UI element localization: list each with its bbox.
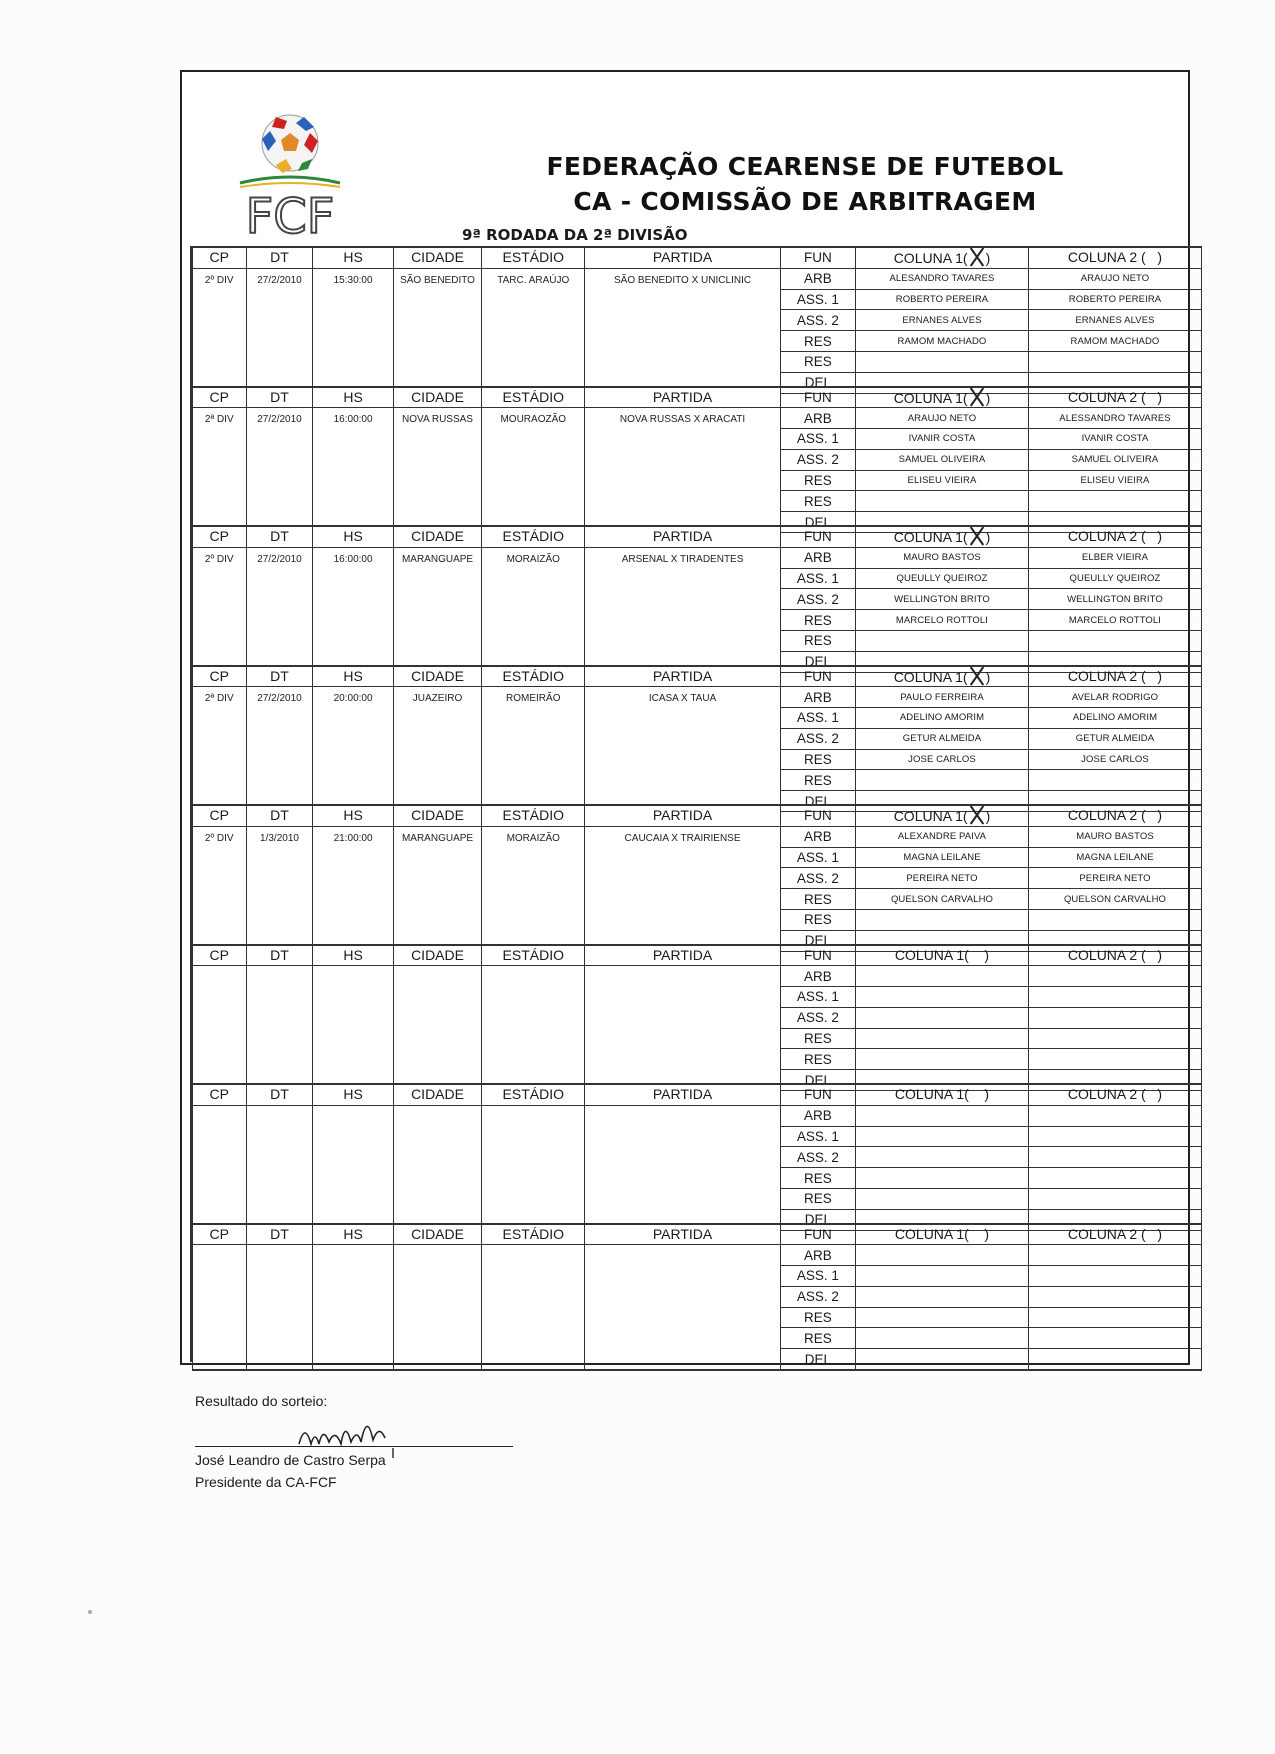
role-label: DEL bbox=[780, 1209, 855, 1230]
column-2-referee bbox=[1028, 1126, 1201, 1147]
column-2-referee: MAGNA LEILANE bbox=[1028, 847, 1201, 868]
column-1-header bbox=[856, 945, 1029, 966]
column-1-referee bbox=[856, 630, 1029, 651]
match-dt: 1/3/2010 bbox=[246, 826, 313, 951]
match-block bbox=[192, 1223, 1202, 1367]
role-label: RES bbox=[780, 470, 855, 491]
match-cp: 2º DIV bbox=[193, 547, 247, 672]
role-label: RES bbox=[780, 770, 855, 791]
role-label: ASS. 2 bbox=[780, 310, 855, 331]
column-1-referee: IVANIR COSTA bbox=[856, 429, 1029, 450]
column-1-paren: ) bbox=[985, 668, 991, 685]
column-2-referee bbox=[1028, 909, 1201, 930]
signature bbox=[295, 1408, 415, 1458]
header-dt: DT bbox=[246, 666, 313, 687]
match-hs: 15:30:00 bbox=[313, 268, 393, 393]
header-fun: FUN bbox=[780, 805, 855, 826]
match-partida bbox=[585, 1105, 781, 1230]
header-partida: PARTIDA bbox=[585, 387, 781, 408]
role-label: ASS. 2 bbox=[780, 728, 855, 749]
role-label: RES bbox=[780, 630, 855, 651]
column-1-paren: ) bbox=[968, 1086, 990, 1103]
column-2-referee: AVELAR RODRIGO bbox=[1028, 687, 1201, 708]
header-cp: CP bbox=[193, 247, 247, 268]
match-hs: 20:00:00 bbox=[313, 687, 393, 812]
role-label: RES bbox=[780, 1328, 855, 1349]
header-cidade: CIDADE bbox=[393, 247, 482, 268]
column-1-referee: WELLINGTON BRITO bbox=[856, 589, 1029, 610]
title-federation: FEDERAÇÃO CEARENSE DE FUTEBOL bbox=[546, 152, 1064, 181]
column-1-referee: PEREIRA NETO bbox=[856, 868, 1029, 889]
role-label: ASS. 1 bbox=[780, 1126, 855, 1147]
column-1-header bbox=[856, 1224, 1029, 1245]
header-hs: HS bbox=[313, 526, 393, 547]
column-1-referee: ALEXANDRE PAIVA bbox=[856, 826, 1029, 847]
column-1-referee bbox=[856, 1105, 1029, 1126]
column-2-referee: PEREIRA NETO bbox=[1028, 868, 1201, 889]
role-label: RES bbox=[780, 1028, 855, 1049]
match-cp: 2ª DIV bbox=[193, 687, 247, 812]
column-1-paren: ) bbox=[985, 808, 991, 825]
column-1-referee bbox=[856, 351, 1029, 372]
match-block bbox=[192, 1083, 1202, 1228]
column-1-paren: ) bbox=[985, 250, 991, 267]
column-1-referee bbox=[856, 1147, 1029, 1168]
header-fun: FUN bbox=[780, 247, 855, 268]
match-cp: 2º DIV bbox=[193, 268, 247, 393]
match-partida bbox=[585, 1245, 781, 1370]
match-cidade bbox=[393, 966, 482, 1091]
column-1-paren: ) bbox=[985, 529, 991, 546]
header-cidade: CIDADE bbox=[393, 805, 482, 826]
role-label: RES bbox=[780, 1168, 855, 1189]
role-label: RES bbox=[780, 749, 855, 770]
column-2-referee bbox=[1028, 1105, 1201, 1126]
column-2-referee: ELISEU VIEIRA bbox=[1028, 470, 1201, 491]
match-dt: 27/2/2010 bbox=[246, 687, 313, 812]
header-partida: PARTIDA bbox=[585, 666, 781, 687]
column-1-referee: ARAUJO NETO bbox=[856, 408, 1029, 429]
selected-x-mark-icon bbox=[968, 527, 986, 545]
match-cidade: MARANGUAPE bbox=[393, 826, 482, 951]
header-cp: CP bbox=[193, 945, 247, 966]
role-label: ASS. 1 bbox=[780, 568, 855, 589]
column-1-referee bbox=[856, 987, 1029, 1008]
role-label: DEL bbox=[780, 372, 855, 393]
header-dt: DT bbox=[246, 1084, 313, 1105]
header-fun: FUN bbox=[780, 1224, 855, 1245]
header-hs: HS bbox=[313, 1084, 393, 1105]
column-1-referee bbox=[856, 1168, 1029, 1189]
match-dt bbox=[246, 1245, 313, 1370]
column-1-referee bbox=[856, 1245, 1029, 1266]
column-2-header: COLUNA 2 ( ) bbox=[1028, 945, 1201, 966]
column-2-referee bbox=[1028, 1349, 1201, 1370]
column-1-referee bbox=[856, 1049, 1029, 1070]
header-cidade: CIDADE bbox=[393, 666, 482, 687]
match-hs: 16:00:00 bbox=[313, 547, 393, 672]
role-label: DEL bbox=[780, 930, 855, 951]
column-2-referee: QUELSON CARVALHO bbox=[1028, 889, 1201, 910]
column-2-referee: RAMOM MACHADO bbox=[1028, 331, 1201, 352]
role-label: RES bbox=[780, 1307, 855, 1328]
match-cp: 2ª DIV bbox=[193, 408, 247, 533]
header-hs: HS bbox=[313, 247, 393, 268]
column-2-referee: WELLINGTON BRITO bbox=[1028, 589, 1201, 610]
match-block bbox=[192, 665, 1202, 809]
column-2-referee: ELBER VIEIRA bbox=[1028, 547, 1201, 568]
header-cp: CP bbox=[193, 1224, 247, 1245]
column-1-referee: ERNANES ALVES bbox=[856, 310, 1029, 331]
header-cp: CP bbox=[193, 805, 247, 826]
column-2-header: COLUNA 2 ( ) bbox=[1028, 526, 1201, 547]
column-2-referee: ARAUJO NETO bbox=[1028, 268, 1201, 289]
column-2-header: COLUNA 2 ( ) bbox=[1028, 805, 1201, 826]
match-partida: CAUCAIA X TRAIRIENSE bbox=[585, 826, 781, 951]
column-2-referee bbox=[1028, 1049, 1201, 1070]
column-2-referee: ADELINO AMORIM bbox=[1028, 708, 1201, 729]
header-cp: CP bbox=[193, 526, 247, 547]
column-1-header bbox=[856, 1084, 1029, 1105]
match-estadio bbox=[482, 1245, 585, 1370]
column-2-referee: GETUR ALMEIDA bbox=[1028, 728, 1201, 749]
column-1-referee: SAMUEL OLIVEIRA bbox=[856, 449, 1029, 470]
column-1-referee bbox=[856, 491, 1029, 512]
selected-x-mark-icon bbox=[968, 248, 986, 266]
header-hs: HS bbox=[313, 387, 393, 408]
match-hs bbox=[313, 1245, 393, 1370]
column-2-referee bbox=[1028, 1307, 1201, 1328]
column-2-referee bbox=[1028, 770, 1201, 791]
header-cp: CP bbox=[193, 666, 247, 687]
header-estadio: ESTÁDIO bbox=[482, 387, 585, 408]
role-label: ASS. 1 bbox=[780, 429, 855, 450]
column-2-referee bbox=[1028, 987, 1201, 1008]
column-2-header: COLUNA 2 ( ) bbox=[1028, 666, 1201, 687]
column-2-referee: ALESSANDRO TAVARES bbox=[1028, 408, 1201, 429]
role-label: ASS. 2 bbox=[780, 589, 855, 610]
match-dt bbox=[246, 1105, 313, 1230]
role-label: ARB bbox=[780, 826, 855, 847]
column-2-referee bbox=[1028, 966, 1201, 987]
column-1-referee bbox=[856, 1349, 1029, 1370]
match-estadio: MORAIZÃO bbox=[482, 826, 585, 951]
match-hs: 16:00:00 bbox=[313, 408, 393, 533]
column-1-header bbox=[856, 526, 1029, 547]
match-partida: ARSENAL X TIRADENTES bbox=[585, 547, 781, 672]
header-partida: PARTIDA bbox=[585, 1224, 781, 1245]
role-label: ARB bbox=[780, 1105, 855, 1126]
match-dt bbox=[246, 966, 313, 1091]
column-1-referee bbox=[856, 909, 1029, 930]
header-partida: PARTIDA bbox=[585, 526, 781, 547]
fcf-logo bbox=[220, 95, 360, 240]
header-hs: HS bbox=[313, 805, 393, 826]
column-1-referee: MARCELO ROTTOLI bbox=[856, 610, 1029, 631]
match-estadio: MORAIZÃO bbox=[482, 547, 585, 672]
header-cp: CP bbox=[193, 387, 247, 408]
title-commission: CA - COMISSÃO DE ARBITRAGEM bbox=[573, 187, 1037, 216]
column-1-paren: ) bbox=[968, 1225, 990, 1242]
header-dt: DT bbox=[246, 526, 313, 547]
column-1-referee bbox=[856, 1007, 1029, 1028]
column-1-referee: QUELSON CARVALHO bbox=[856, 889, 1029, 910]
match-cidade: MARANGUAPE bbox=[393, 547, 482, 672]
match-cp bbox=[193, 1245, 247, 1370]
match-estadio: MOURAOZÃO bbox=[482, 408, 585, 533]
role-label: DEL bbox=[780, 1349, 855, 1370]
match-estadio bbox=[482, 1105, 585, 1230]
column-1-referee: ALESANDRO TAVARES bbox=[856, 268, 1029, 289]
column-1-referee bbox=[856, 1286, 1029, 1307]
draw-result-label: Resultado do sorteio: bbox=[195, 1393, 328, 1409]
header-cidade: CIDADE bbox=[393, 1224, 482, 1245]
role-label: ASS. 1 bbox=[780, 1266, 855, 1287]
role-label: RES bbox=[780, 909, 855, 930]
header-partida: PARTIDA bbox=[585, 945, 781, 966]
column-2-referee bbox=[1028, 1245, 1201, 1266]
header-fun: FUN bbox=[780, 666, 855, 687]
header-hs: HS bbox=[313, 666, 393, 687]
match-estadio: TARC. ARAÚJO bbox=[482, 268, 585, 393]
column-1-referee: MAGNA LEILANE bbox=[856, 847, 1029, 868]
column-2-referee: ERNANES ALVES bbox=[1028, 310, 1201, 331]
role-label: ASS. 2 bbox=[780, 868, 855, 889]
column-1-referee: GETUR ALMEIDA bbox=[856, 728, 1029, 749]
column-1-referee bbox=[856, 1028, 1029, 1049]
role-label: ASS. 1 bbox=[780, 847, 855, 868]
signer-role: Presidente da CA-FCF bbox=[195, 1474, 337, 1490]
match-cidade: JUAZEIRO bbox=[393, 687, 482, 812]
header-dt: DT bbox=[246, 387, 313, 408]
header-hs: HS bbox=[313, 1224, 393, 1245]
column-2-referee bbox=[1028, 1168, 1201, 1189]
match-cp bbox=[193, 1105, 247, 1230]
header-fun: FUN bbox=[780, 387, 855, 408]
column-2-header: COLUNA 2 ( ) bbox=[1028, 1084, 1201, 1105]
match-cp: 2º DIV bbox=[193, 826, 247, 951]
scan-speck bbox=[88, 1610, 92, 1614]
role-label: ARB bbox=[780, 547, 855, 568]
role-label: ARB bbox=[780, 966, 855, 987]
role-label: ASS. 2 bbox=[780, 1147, 855, 1168]
column-2-referee: SAMUEL OLIVEIRA bbox=[1028, 449, 1201, 470]
column-1-header bbox=[856, 666, 1029, 687]
column-1-header bbox=[856, 805, 1029, 826]
selected-x-mark-icon bbox=[968, 806, 986, 824]
match-partida: NOVA RUSSAS X ARACATI bbox=[585, 408, 781, 533]
column-1-header bbox=[856, 387, 1029, 408]
column-1-referee bbox=[856, 1307, 1029, 1328]
matches-table bbox=[190, 246, 1202, 1367]
header-estadio: ESTÁDIO bbox=[482, 526, 585, 547]
role-label: ARB bbox=[780, 268, 855, 289]
role-label: ARB bbox=[780, 687, 855, 708]
match-estadio: ROMEIRÃO bbox=[482, 687, 585, 812]
match-partida: ICASA X TAUA bbox=[585, 687, 781, 812]
role-label: ARB bbox=[780, 408, 855, 429]
match-hs: 21:00:00 bbox=[313, 826, 393, 951]
column-2-referee bbox=[1028, 1328, 1201, 1349]
role-label: DEL bbox=[780, 512, 855, 533]
header-estadio: ESTÁDIO bbox=[482, 945, 585, 966]
column-1-label: COLUNA 1( bbox=[894, 1086, 969, 1103]
role-label: ASS. 1 bbox=[780, 987, 855, 1008]
column-1-label: COLUNA 1( bbox=[893, 250, 968, 267]
header-hs: HS bbox=[313, 945, 393, 966]
column-1-referee bbox=[856, 1328, 1029, 1349]
round-subtitle: 9ª RODADA DA 2ª DIVISÃO bbox=[462, 226, 688, 244]
column-1-referee: ROBERTO PEREIRA bbox=[856, 289, 1029, 310]
role-label: ASS. 1 bbox=[780, 708, 855, 729]
match-block bbox=[192, 386, 1202, 530]
header-estadio: ESTÁDIO bbox=[482, 1084, 585, 1105]
role-label: RES bbox=[780, 610, 855, 631]
column-1-label: COLUNA 1( bbox=[894, 1225, 969, 1242]
header-cidade: CIDADE bbox=[393, 387, 482, 408]
role-label: RES bbox=[780, 491, 855, 512]
column-1-referee: ADELINO AMORIM bbox=[856, 708, 1029, 729]
header-fun: FUN bbox=[780, 526, 855, 547]
header-cidade: CIDADE bbox=[393, 945, 482, 966]
role-label: ASS. 1 bbox=[780, 289, 855, 310]
header-dt: DT bbox=[246, 247, 313, 268]
column-2-referee bbox=[1028, 1188, 1201, 1209]
header-estadio: ESTÁDIO bbox=[482, 247, 585, 268]
role-label: DEL bbox=[780, 791, 855, 812]
column-2-referee bbox=[1028, 1147, 1201, 1168]
logo-text: FCF bbox=[245, 189, 335, 240]
match-cidade: NOVA RUSSAS bbox=[393, 408, 482, 533]
column-2-referee: MAURO BASTOS bbox=[1028, 826, 1201, 847]
signature-line bbox=[195, 1446, 513, 1447]
column-2-header: COLUNA 2 ( ) bbox=[1028, 247, 1201, 268]
column-1-label: COLUNA 1( bbox=[893, 389, 968, 406]
column-1-referee bbox=[856, 1266, 1029, 1287]
column-1-referee: RAMOM MACHADO bbox=[856, 331, 1029, 352]
role-label: RES bbox=[780, 1049, 855, 1070]
role-label: RES bbox=[780, 889, 855, 910]
column-2-referee: ROBERTO PEREIRA bbox=[1028, 289, 1201, 310]
header-partida: PARTIDA bbox=[585, 805, 781, 826]
header-fun: FUN bbox=[780, 945, 855, 966]
header-partida: PARTIDA bbox=[585, 247, 781, 268]
selected-x-mark-icon bbox=[968, 388, 986, 406]
column-2-referee bbox=[1028, 351, 1201, 372]
header-estadio: ESTÁDIO bbox=[482, 666, 585, 687]
header-partida: PARTIDA bbox=[585, 1084, 781, 1105]
match-dt: 27/2/2010 bbox=[246, 408, 313, 533]
column-1-referee: JOSE CARLOS bbox=[856, 749, 1029, 770]
column-2-referee bbox=[1028, 1286, 1201, 1307]
match-dt: 27/2/2010 bbox=[246, 547, 313, 672]
column-1-referee: PAULO FERREIRA bbox=[856, 687, 1029, 708]
match-dt: 27/2/2010 bbox=[246, 268, 313, 393]
column-1-referee bbox=[856, 966, 1029, 987]
header-fun: FUN bbox=[780, 1084, 855, 1105]
column-2-referee bbox=[1028, 491, 1201, 512]
role-label: RES bbox=[780, 351, 855, 372]
column-1-label: COLUNA 1( bbox=[893, 668, 968, 685]
role-label: ASS. 2 bbox=[780, 449, 855, 470]
column-2-referee: MARCELO ROTTOLI bbox=[1028, 610, 1201, 631]
signer-name: José Leandro de Castro Serpa bbox=[195, 1452, 386, 1468]
column-1-referee: ELISEU VIEIRA bbox=[856, 470, 1029, 491]
header-cidade: CIDADE bbox=[393, 1084, 482, 1105]
role-label: ARB bbox=[780, 1245, 855, 1266]
column-1-paren: ) bbox=[968, 946, 990, 963]
column-1-referee: MAURO BASTOS bbox=[856, 547, 1029, 568]
header-dt: DT bbox=[246, 1224, 313, 1245]
match-block bbox=[192, 525, 1202, 670]
header-dt: DT bbox=[246, 805, 313, 826]
selected-x-mark-icon bbox=[968, 667, 986, 685]
column-1-label: COLUNA 1( bbox=[893, 529, 968, 546]
column-2-header: COLUNA 2 ( ) bbox=[1028, 387, 1201, 408]
header-estadio: ESTÁDIO bbox=[482, 805, 585, 826]
column-2-referee bbox=[1028, 1266, 1201, 1287]
role-label: RES bbox=[780, 1188, 855, 1209]
match-hs bbox=[313, 1105, 393, 1230]
header-estadio: ESTÁDIO bbox=[482, 1224, 585, 1245]
match-block bbox=[192, 944, 1202, 1088]
column-2-referee: QUEULLY QUEIROZ bbox=[1028, 568, 1201, 589]
match-partida: SÃO BENEDITO X UNICLINIC bbox=[585, 268, 781, 393]
column-2-referee bbox=[1028, 1028, 1201, 1049]
column-1-label: COLUNA 1( bbox=[893, 808, 968, 825]
match-cp bbox=[193, 966, 247, 1091]
column-1-referee bbox=[856, 770, 1029, 791]
column-1-paren: ) bbox=[985, 389, 991, 406]
role-label: ASS. 2 bbox=[780, 1286, 855, 1307]
header-cidade: CIDADE bbox=[393, 526, 482, 547]
header-cp: CP bbox=[193, 1084, 247, 1105]
column-1-header bbox=[856, 247, 1029, 268]
column-2-referee bbox=[1028, 1007, 1201, 1028]
role-label: DEL bbox=[780, 1070, 855, 1091]
column-2-referee bbox=[1028, 630, 1201, 651]
column-1-label: COLUNA 1( bbox=[894, 946, 969, 963]
match-cidade bbox=[393, 1105, 482, 1230]
match-block bbox=[192, 246, 1202, 391]
column-1-referee: QUEULLY QUEIROZ bbox=[856, 568, 1029, 589]
column-1-referee bbox=[856, 1188, 1029, 1209]
match-cidade bbox=[393, 1245, 482, 1370]
match-estadio bbox=[482, 966, 585, 1091]
match-partida bbox=[585, 966, 781, 1091]
match-hs bbox=[313, 966, 393, 1091]
header-dt: DT bbox=[246, 945, 313, 966]
role-label: DEL bbox=[780, 651, 855, 672]
column-2-referee: IVANIR COSTA bbox=[1028, 429, 1201, 450]
column-2-header: COLUNA 2 ( ) bbox=[1028, 1224, 1201, 1245]
match-cidade: SÃO BENEDITO bbox=[393, 268, 482, 393]
role-label: RES bbox=[780, 331, 855, 352]
column-1-referee bbox=[856, 1126, 1029, 1147]
role-label: ASS. 2 bbox=[780, 1007, 855, 1028]
match-block bbox=[192, 804, 1202, 949]
column-2-referee: JOSE CARLOS bbox=[1028, 749, 1201, 770]
